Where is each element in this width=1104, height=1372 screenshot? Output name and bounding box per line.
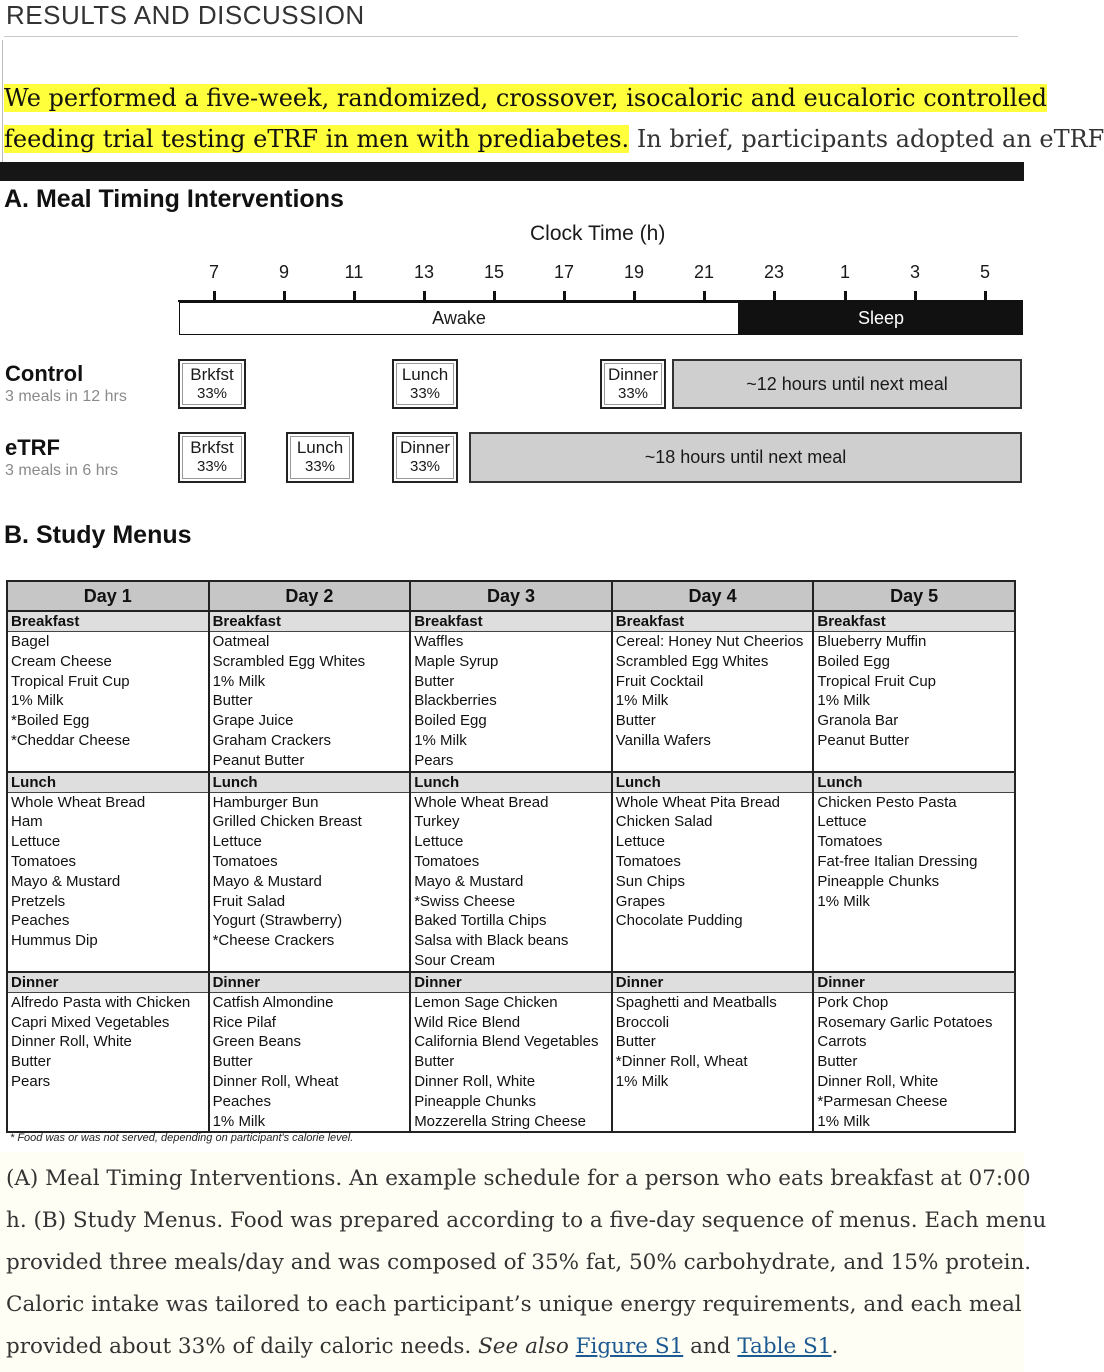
meal-label-cell: Breakfast	[410, 611, 612, 632]
table-header-row	[7, 581, 1015, 611]
menu-item: *Dinner Roll, Wheat	[615, 1053, 748, 1071]
menu-item: Butter	[817, 1053, 858, 1071]
menu-item: Lettuce	[615, 833, 665, 851]
see-also-text: See also	[478, 1334, 569, 1359]
dinner-label-row	[7, 972, 1015, 993]
meal-label: Dinner	[399, 438, 451, 457]
lunch-label-row	[7, 772, 1015, 793]
table-footnote: * Food was or was not served, depending on participant's calorie level.	[10, 1132, 354, 1144]
menu-item: Catfish Almondine	[212, 993, 334, 1011]
intro-line-2	[4, 125, 1104, 153]
tick-label: 15	[483, 262, 505, 282]
menu-items-cell	[612, 992, 814, 1132]
section-header: RESULTS AND DISCUSSION	[6, 0, 365, 30]
menu-item: Tomatoes	[414, 852, 480, 870]
menu-item: Oatmeal	[212, 633, 270, 650]
menu-item: Blueberry Muffin	[817, 633, 927, 650]
menu-item: 1% Milk	[817, 892, 870, 910]
menu-item: 1% Milk	[817, 1112, 870, 1130]
menu-items-cell	[612, 792, 814, 972]
menu-item: Whole Wheat Pita Bread	[615, 793, 781, 811]
meal-percent: 33%	[409, 458, 441, 475]
menu-item: Salsa with Black beans	[414, 932, 569, 950]
caption-line: (A) Meal Timing Interventions. An example schedule for a person who eats breakfast at 07:00	[6, 1166, 1031, 1191]
figure-s1-link[interactable]: Figure S1	[575, 1334, 684, 1359]
meal-percent: 33%	[196, 458, 228, 475]
menu-items-cell	[7, 992, 209, 1132]
menu-item: Pears	[414, 751, 454, 769]
tick-label: 11	[344, 262, 364, 282]
tick-mark	[844, 291, 847, 302]
tick-label: 23	[763, 262, 785, 282]
tick-mark	[633, 291, 636, 302]
menu-item: 1% Milk	[11, 692, 64, 710]
menu-item: Waffles	[414, 633, 464, 650]
menu-item: Blackberries	[414, 692, 497, 710]
menu-item: Chicken Salad	[615, 813, 713, 831]
control-group-subtitle: 3 meals in 12 hrs	[5, 388, 127, 405]
control-group-name: Control	[5, 361, 84, 386]
menu-item: Butter	[212, 692, 253, 710]
tick-label: 21	[693, 262, 715, 282]
menu-item: *Cheese Crackers	[212, 932, 335, 950]
menu-item: Baked Tortilla Chips	[414, 912, 547, 930]
etrf-group-subtitle: 3 meals in 6 hrs	[5, 462, 118, 479]
menu-item: Turkey	[414, 813, 460, 831]
menu-item: Tomatoes	[212, 852, 278, 870]
menu-item: *Boiled Egg	[11, 712, 90, 730]
day-header: Day 1	[7, 581, 209, 611]
tick-label: 9	[278, 262, 289, 282]
menu-items-cell	[209, 632, 411, 772]
day-header: Day 4	[612, 581, 814, 611]
menu-item: Peanut Butter	[817, 731, 910, 749]
menu-item: Tropical Fruit Cup	[11, 672, 130, 690]
dinner-items-row	[7, 992, 1015, 1132]
awake-bar: Awake	[179, 302, 739, 335]
menu-item: Pears	[11, 1072, 51, 1090]
meal-label-cell: Lunch	[612, 772, 814, 793]
meal-label-cell: Dinner	[410, 972, 612, 993]
table-s1-link[interactable]: Table S1	[737, 1334, 832, 1359]
menu-item: Sun Chips	[615, 872, 685, 890]
menu-item: Spaghetti and Meatballs	[615, 993, 777, 1011]
day-header: Day 5	[813, 581, 1015, 611]
caption-line	[6, 1334, 838, 1359]
menu-item: Butter	[212, 1053, 253, 1071]
menu-item: Grape Juice	[212, 712, 294, 730]
separator-band	[0, 162, 1024, 181]
tick-label: 5	[979, 262, 990, 282]
etrf-lunch-box	[286, 432, 354, 483]
menu-item: Chocolate Pudding	[615, 912, 743, 930]
menu-item: Mayo & Mustard	[11, 872, 121, 890]
menu-item: Green Beans	[212, 1033, 301, 1051]
clock-axis-title: Clock Time (h)	[530, 222, 666, 245]
menu-item: Dinner Roll, White	[414, 1072, 536, 1090]
menu-items-cell	[612, 632, 814, 772]
meal-label-cell: Breakfast	[209, 611, 411, 632]
tick-label: 13	[413, 262, 435, 282]
menu-item: Rice Pilaf	[212, 1013, 276, 1031]
caption-line: h. (B) Study Menus. Food was prepared according to a five-day sequence of menus. Each menu	[6, 1208, 1047, 1233]
menu-item: Scrambled Egg Whites	[212, 652, 366, 670]
intro-line-1	[4, 84, 1047, 112]
tick-label: 7	[208, 262, 219, 282]
menu-item: Cream Cheese	[11, 652, 112, 670]
menu-item: Tomatoes	[817, 833, 883, 851]
caption-text: and	[683, 1334, 738, 1359]
menu-item: 1% Milk	[212, 1112, 266, 1130]
breakfast-label-row	[7, 611, 1015, 632]
menu-item: Lettuce	[414, 833, 464, 851]
tick-label: 19	[623, 262, 645, 282]
menu-item: 1% Milk	[615, 692, 669, 710]
sleep-bar: Sleep	[739, 302, 1023, 335]
tick-mark	[213, 291, 216, 302]
menu-items-cell	[7, 632, 209, 772]
lunch-items-row	[7, 792, 1015, 972]
menu-item: Chicken Pesto Pasta	[817, 793, 957, 811]
menu-items-cell	[209, 792, 411, 972]
menu-item: Graham Crackers	[212, 731, 331, 749]
menu-item: Bagel	[11, 633, 50, 650]
menu-item: Fruit Cocktail	[615, 672, 704, 690]
menu-item: California Blend Vegetables	[414, 1033, 599, 1051]
menu-item: Fruit Salad	[212, 892, 286, 910]
meal-label: Brkfst	[190, 365, 234, 384]
menu-item: Hamburger Bun	[212, 793, 319, 811]
menu-item: Grapes	[615, 892, 665, 910]
menu-item: Wild Rice Blend	[414, 1013, 521, 1031]
caption-line: Caloric intake was tailored to each participant’s unique energy requirements, and each meal	[6, 1292, 1022, 1317]
menu-item: Whole Wheat Bread	[414, 793, 549, 811]
menu-item: Carrots	[817, 1033, 867, 1051]
menu-item: Alfredo Pasta with Chicken	[11, 993, 191, 1011]
menu-item: Tomatoes	[615, 852, 681, 870]
menu-item: *Swiss Cheese	[414, 892, 516, 910]
menu-item: Dinner Roll, White	[11, 1033, 132, 1051]
caption-text: .	[831, 1334, 839, 1359]
menu-items-cell	[410, 992, 612, 1132]
menu-item: Butter	[11, 1053, 52, 1071]
menu-item: 1% Milk	[414, 731, 467, 749]
intro-rest: In brief, participants adopted an eTRF	[629, 125, 1104, 153]
header-divider	[4, 36, 1018, 37]
control-breakfast-box	[178, 359, 246, 409]
study-menu-table	[6, 580, 1016, 1133]
menu-item: Fat-free Italian Dressing	[817, 852, 978, 870]
tick-mark	[984, 291, 987, 302]
menu-item: Capri Mixed Vegetables	[11, 1013, 170, 1031]
menu-item: *Parmesan Cheese	[817, 1092, 948, 1110]
control-lunch-box	[392, 359, 458, 409]
menu-item: Peaches	[212, 1092, 271, 1110]
meal-label-cell: Dinner	[813, 972, 1015, 993]
menu-item: Peaches	[11, 912, 70, 930]
menu-item: *Cheddar Cheese	[11, 731, 131, 749]
menu-item: Whole Wheat Bread	[11, 793, 146, 811]
left-divider	[2, 40, 3, 162]
menu-items-cell	[410, 792, 612, 972]
meal-label-cell: Breakfast	[7, 611, 209, 632]
meal-label: Lunch	[296, 438, 344, 457]
menu-item: Pretzels	[11, 892, 66, 910]
menu-item: Pineapple Chunks	[817, 872, 940, 890]
menu-item: Tropical Fruit Cup	[817, 672, 937, 690]
menu-items-cell	[410, 632, 612, 772]
meal-label: Lunch	[401, 365, 449, 384]
tick-mark	[423, 291, 426, 302]
tick-label: 17	[553, 262, 575, 282]
menu-item: Vanilla Wafers	[615, 731, 711, 749]
menu-item: Butter	[615, 712, 656, 730]
menu-item: Grilled Chicken Breast	[212, 813, 362, 831]
menu-items-cell	[813, 992, 1015, 1132]
intro-highlight-1: We performed a five-week, randomized, crossover, isocaloric and eucaloric controlled	[4, 84, 1048, 112]
menu-items-cell	[7, 792, 209, 972]
tick-mark	[353, 291, 356, 302]
menu-items-cell	[813, 632, 1015, 772]
menu-item: Mozzerella String Cheese	[414, 1112, 586, 1130]
meal-label-cell: Lunch	[209, 772, 411, 793]
meal-label-cell: Lunch	[410, 772, 612, 793]
menu-items-cell	[209, 992, 411, 1132]
intro-highlight-2: feeding trial testing eTRF in men with prediabetes.	[4, 125, 630, 153]
tick-mark	[283, 291, 286, 302]
etrf-breakfast-box	[178, 432, 246, 483]
menu-item: Scrambled Egg Whites	[615, 652, 769, 670]
menu-item: Sour Cream	[414, 951, 496, 969]
menu-item: Mayo & Mustard	[414, 872, 524, 890]
figure-caption	[0, 1152, 1047, 1372]
menu-item: Pork Chop	[817, 993, 889, 1011]
menu-item: Granola Bar	[817, 712, 899, 730]
meal-label: Dinner	[607, 365, 659, 384]
breakfast-items-row	[7, 632, 1015, 772]
meal-label-cell: Breakfast	[612, 611, 814, 632]
menu-item: Lettuce	[11, 833, 61, 851]
etrf-group-name: eTRF	[5, 435, 60, 460]
menu-item: Lettuce	[212, 833, 262, 851]
figure-a-heading: A. Meal Timing Interventions	[4, 185, 344, 213]
menu-item: Dinner Roll, Wheat	[212, 1072, 339, 1090]
menu-item: Butter	[615, 1033, 656, 1051]
meal-label-cell: Breakfast	[813, 611, 1015, 632]
caption-line: provided three meals/day and was composed of 35% fat, 50% carbohydrate, and 15% protein.	[6, 1250, 1032, 1275]
tick-mark	[914, 291, 917, 302]
day-header: Day 2	[209, 581, 411, 611]
meal-label: Brkfst	[190, 438, 234, 457]
tick-mark	[773, 291, 776, 302]
menu-items-cell	[813, 792, 1015, 972]
meal-label-cell: Lunch	[7, 772, 209, 793]
menu-item: Ham	[11, 813, 43, 831]
menu-item: Pineapple Chunks	[414, 1092, 536, 1110]
menu-item: Butter	[414, 672, 455, 690]
menu-item: Hummus Dip	[11, 932, 98, 950]
tick-label: 3	[909, 262, 920, 282]
menu-item: Mayo & Mustard	[212, 872, 322, 890]
menu-item: Boiled Egg	[817, 652, 890, 670]
menu-item: Maple Syrup	[414, 652, 499, 670]
meal-label-cell: Dinner	[612, 972, 814, 993]
menu-item: 1% Milk	[615, 1072, 669, 1090]
tick-mark	[563, 291, 566, 302]
tick-mark	[703, 291, 706, 302]
meal-percent: 33%	[409, 385, 441, 402]
meal-label-cell: Lunch	[813, 772, 1015, 793]
meal-label-cell: Dinner	[209, 972, 411, 993]
meal-percent: 33%	[196, 385, 228, 402]
menu-item: Peanut Butter	[212, 751, 305, 769]
menu-item: 1% Milk	[817, 692, 870, 710]
caption-text: provided about 33% of daily caloric needs.	[6, 1334, 479, 1359]
meal-percent: 33%	[304, 458, 336, 475]
control-dinner-box	[600, 359, 666, 409]
menu-item: Rosemary Garlic Potatoes	[817, 1013, 993, 1031]
menu-item: Lemon Sage Chicken	[414, 993, 558, 1011]
control-fast-box: ~12 hours until next meal	[672, 359, 1022, 409]
menu-item: Boiled Egg	[414, 712, 487, 730]
menu-item: Lettuce	[817, 813, 867, 831]
day-header: Day 3	[410, 581, 612, 611]
etrf-fast-box: ~18 hours until next meal	[469, 432, 1022, 483]
menu-item: Cereal: Honey Nut Cheerios	[615, 633, 804, 650]
meal-label-cell: Dinner	[7, 972, 209, 993]
menu-item: Yogurt (Strawberry)	[212, 912, 343, 930]
meal-percent: 33%	[617, 385, 649, 402]
tick-mark	[493, 291, 496, 302]
menu-item: Tomatoes	[11, 852, 77, 870]
menu-item: Butter	[414, 1053, 455, 1071]
menu-item: Broccoli	[615, 1013, 670, 1031]
etrf-dinner-box	[392, 432, 458, 483]
menu-item: Dinner Roll, White	[817, 1072, 939, 1090]
menu-item: 1% Milk	[212, 672, 266, 690]
tick-label: 1	[839, 262, 850, 282]
figure-b-heading: B. Study Menus	[4, 521, 192, 549]
